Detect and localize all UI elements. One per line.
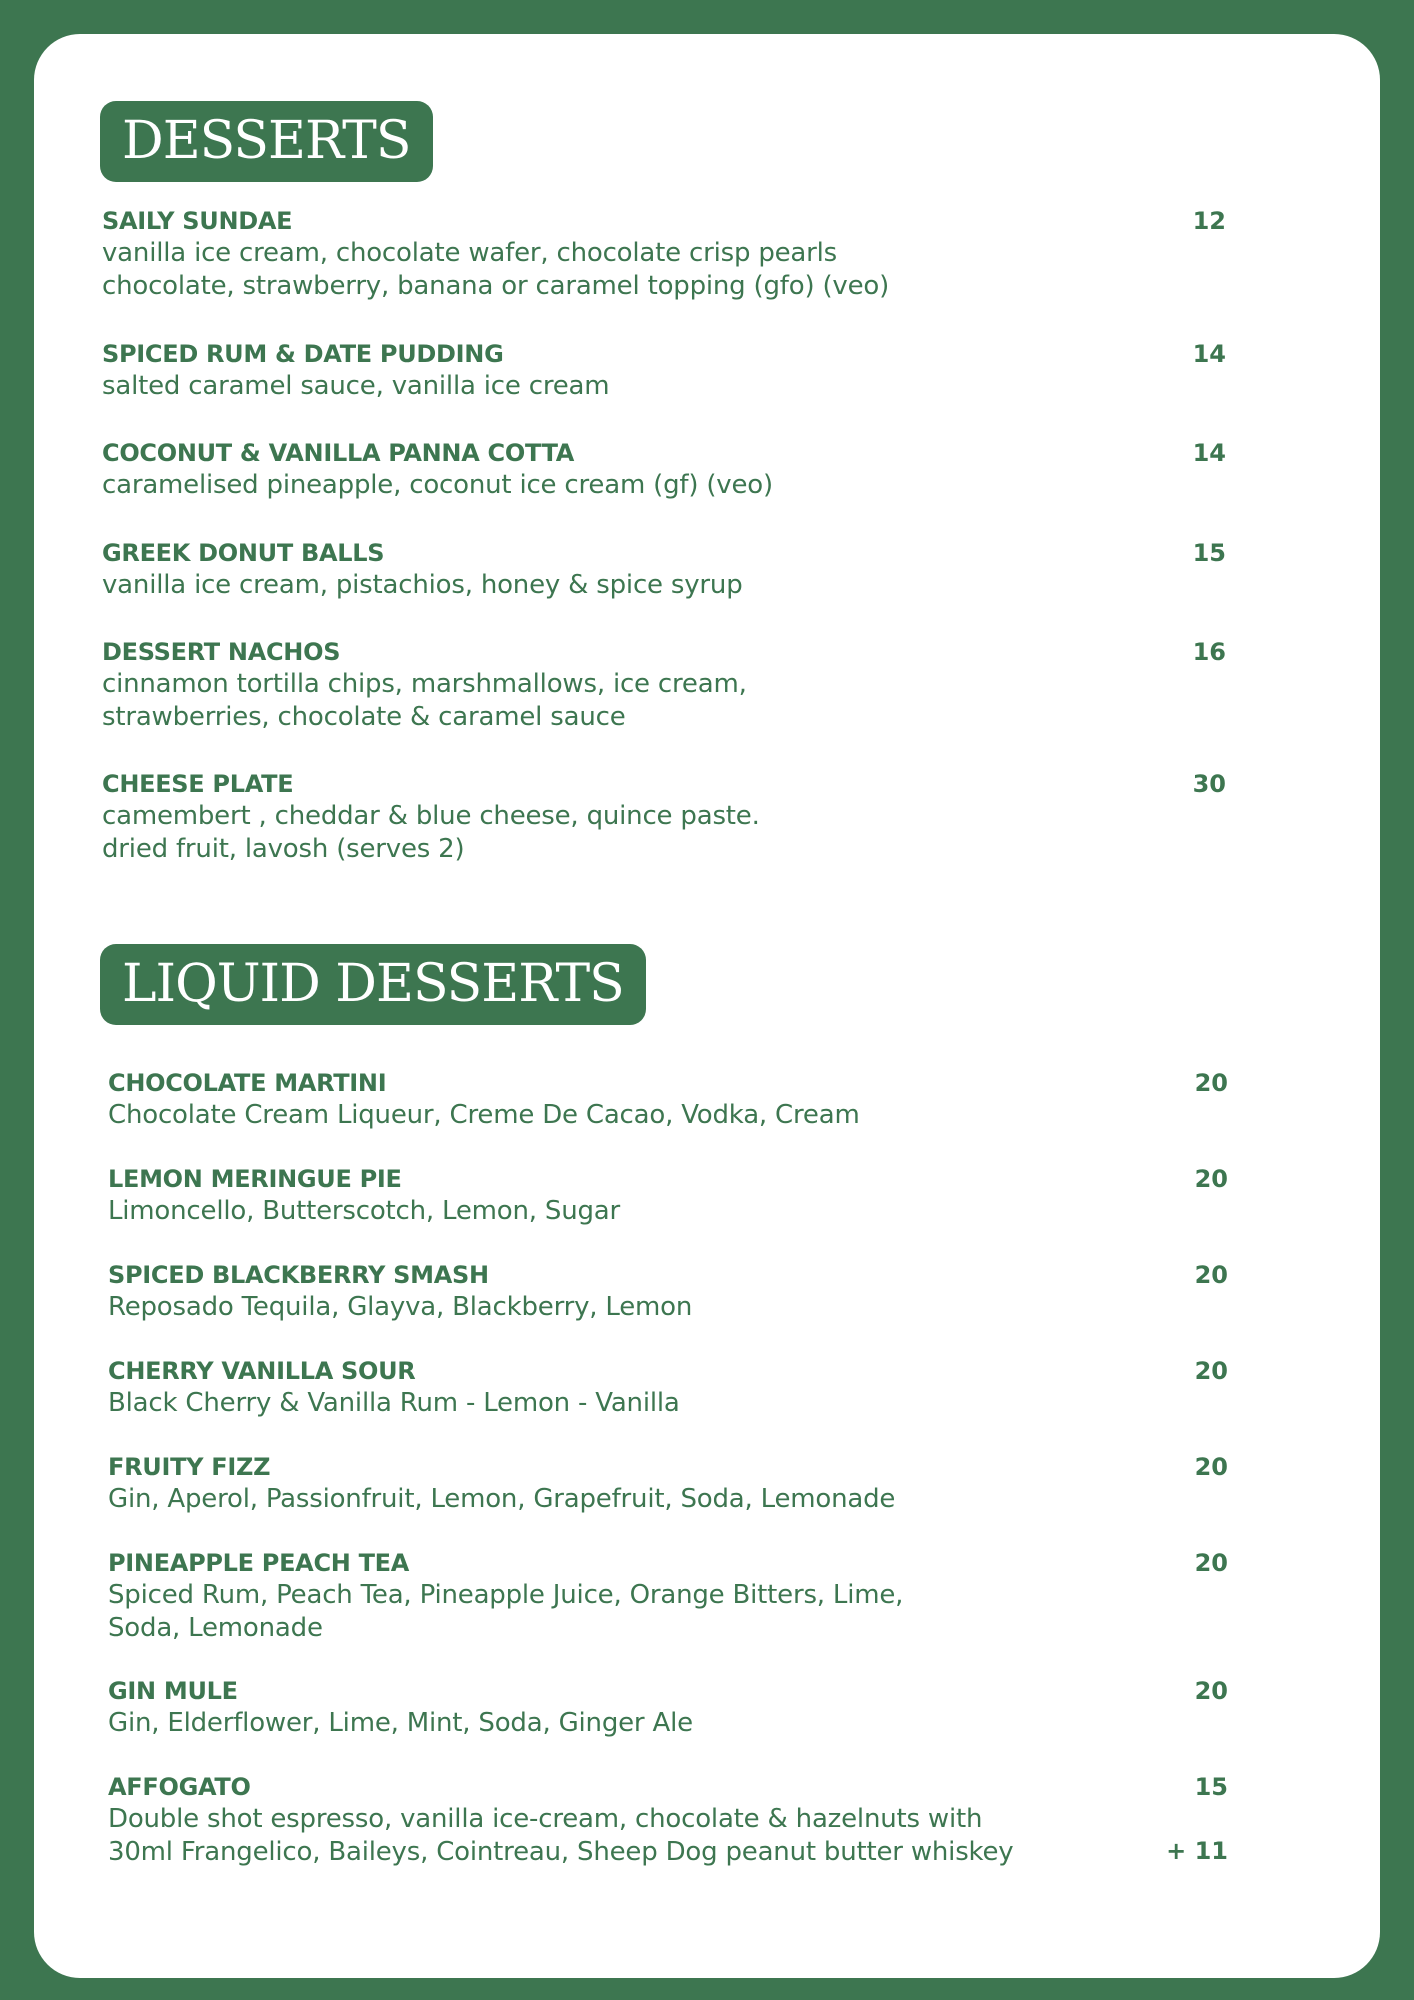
item-price: 20 xyxy=(1194,1677,1228,1705)
item-description: Black Cherry & Vanilla Rum - Lemon - Vanilla xyxy=(108,1388,680,1418)
item-name: COCONUT & VANILLA PANNA COTTA xyxy=(102,439,575,467)
menu-item xyxy=(102,205,889,303)
item-price: 15 xyxy=(1194,1773,1228,1801)
item-price: 14 xyxy=(1192,439,1226,467)
item-description: salted caramel sauce, vanilla ice cream xyxy=(102,371,610,401)
item-description: Soda, Lemonade xyxy=(108,1613,323,1643)
item-description: Chocolate Cream Liqueur, Creme De Cacao, Vodka, Cream xyxy=(108,1100,860,1130)
item-name: CHEESE PLATE xyxy=(102,770,294,798)
item-name: CHOCOLATE MARTINI xyxy=(108,1069,387,1097)
item-price: 15 xyxy=(1192,539,1226,567)
desserts-title: DESSERTS xyxy=(100,101,433,182)
item-description: Reposado Tequila, Glayva, Blackberry, Lemon xyxy=(108,1292,693,1322)
item-description: caramelised pineapple, coconut ice cream (gf) (veo) xyxy=(102,470,773,500)
item-price: 20 xyxy=(1194,1453,1228,1481)
item-price: 20 xyxy=(1194,1549,1228,1577)
item-price: 16 xyxy=(1192,638,1226,666)
menu-item xyxy=(108,1675,693,1740)
item-name: SPICED BLACKBERRY SMASH xyxy=(108,1261,489,1289)
item-description: vanilla ice cream, pistachios, honey & spice syrup xyxy=(102,570,743,600)
menu-item xyxy=(108,1355,680,1420)
menu-item xyxy=(108,1771,1013,1869)
item-price: 20 xyxy=(1194,1165,1228,1193)
item-description: Gin, Elderflower, Lime, Mint, Soda, Ginger Ale xyxy=(108,1708,693,1738)
item-description: vanilla ice cream, chocolate wafer, chocolate crisp pearls xyxy=(102,238,838,268)
item-description: Double shot espresso, vanilla ice-cream, chocolate & hazelnuts with xyxy=(108,1804,983,1834)
item-name: AFFOGATO xyxy=(108,1773,251,1801)
menu-item xyxy=(102,636,747,734)
menu-item xyxy=(108,1163,620,1228)
item-description: cinnamon tortilla chips, marshmallows, ice cream, xyxy=(102,669,747,699)
item-name: GIN MULE xyxy=(108,1677,238,1705)
item-description: strawberries, chocolate & caramel sauce xyxy=(102,702,626,732)
item-price: 30 xyxy=(1192,770,1226,798)
item-price: 20 xyxy=(1194,1357,1228,1385)
menu-item xyxy=(102,437,773,502)
item-description: Spiced Rum, Peach Tea, Pineapple Juice, Orange Bitters, Lime, xyxy=(108,1580,904,1610)
item-price: 20 xyxy=(1194,1069,1228,1097)
liquid-desserts-title: LIQUID DESSERTS xyxy=(100,944,646,1025)
item-name: CHERRY VANILLA SOUR xyxy=(108,1357,416,1385)
menu-item xyxy=(102,537,743,602)
menu-item xyxy=(102,338,609,403)
item-name: FRUITY FIZZ xyxy=(108,1453,271,1481)
item-price: 14 xyxy=(1192,340,1226,368)
item-description: Gin, Aperol, Passionfruit, Lemon, Grapefruit, Soda, Lemonade xyxy=(108,1484,896,1514)
item-name: GREEK DONUT BALLS xyxy=(102,539,385,567)
item-name: SAILY SUNDAE xyxy=(102,207,293,235)
item-description: chocolate, strawberry, banana or caramel topping (gfo) (veo) xyxy=(102,271,890,301)
item-description: dried fruit, lavosh (serves 2) xyxy=(102,834,465,864)
item-description: Limoncello, Butterscotch, Lemon, Sugar xyxy=(108,1196,621,1226)
item-price: 12 xyxy=(1192,207,1226,235)
item-extra-price: + 11 xyxy=(1166,1837,1228,1865)
menu-item xyxy=(108,1547,903,1645)
menu-item xyxy=(108,1067,860,1132)
item-name: DESSERT NACHOS xyxy=(102,638,341,666)
item-name: LEMON MERINGUE PIE xyxy=(108,1165,402,1193)
item-name: PINEAPPLE PEACH TEA xyxy=(108,1549,410,1577)
item-name: SPICED RUM & DATE PUDDING xyxy=(102,340,504,368)
menu-item xyxy=(108,1451,895,1516)
item-description: camembert , cheddar & blue cheese, quince paste. xyxy=(102,801,760,831)
item-price: 20 xyxy=(1194,1261,1228,1289)
item-description: 30ml Frangelico, Baileys, Cointreau, Sheep Dog peanut butter whiskey xyxy=(108,1837,1014,1867)
menu-item xyxy=(108,1259,692,1324)
menu-item xyxy=(102,768,760,866)
